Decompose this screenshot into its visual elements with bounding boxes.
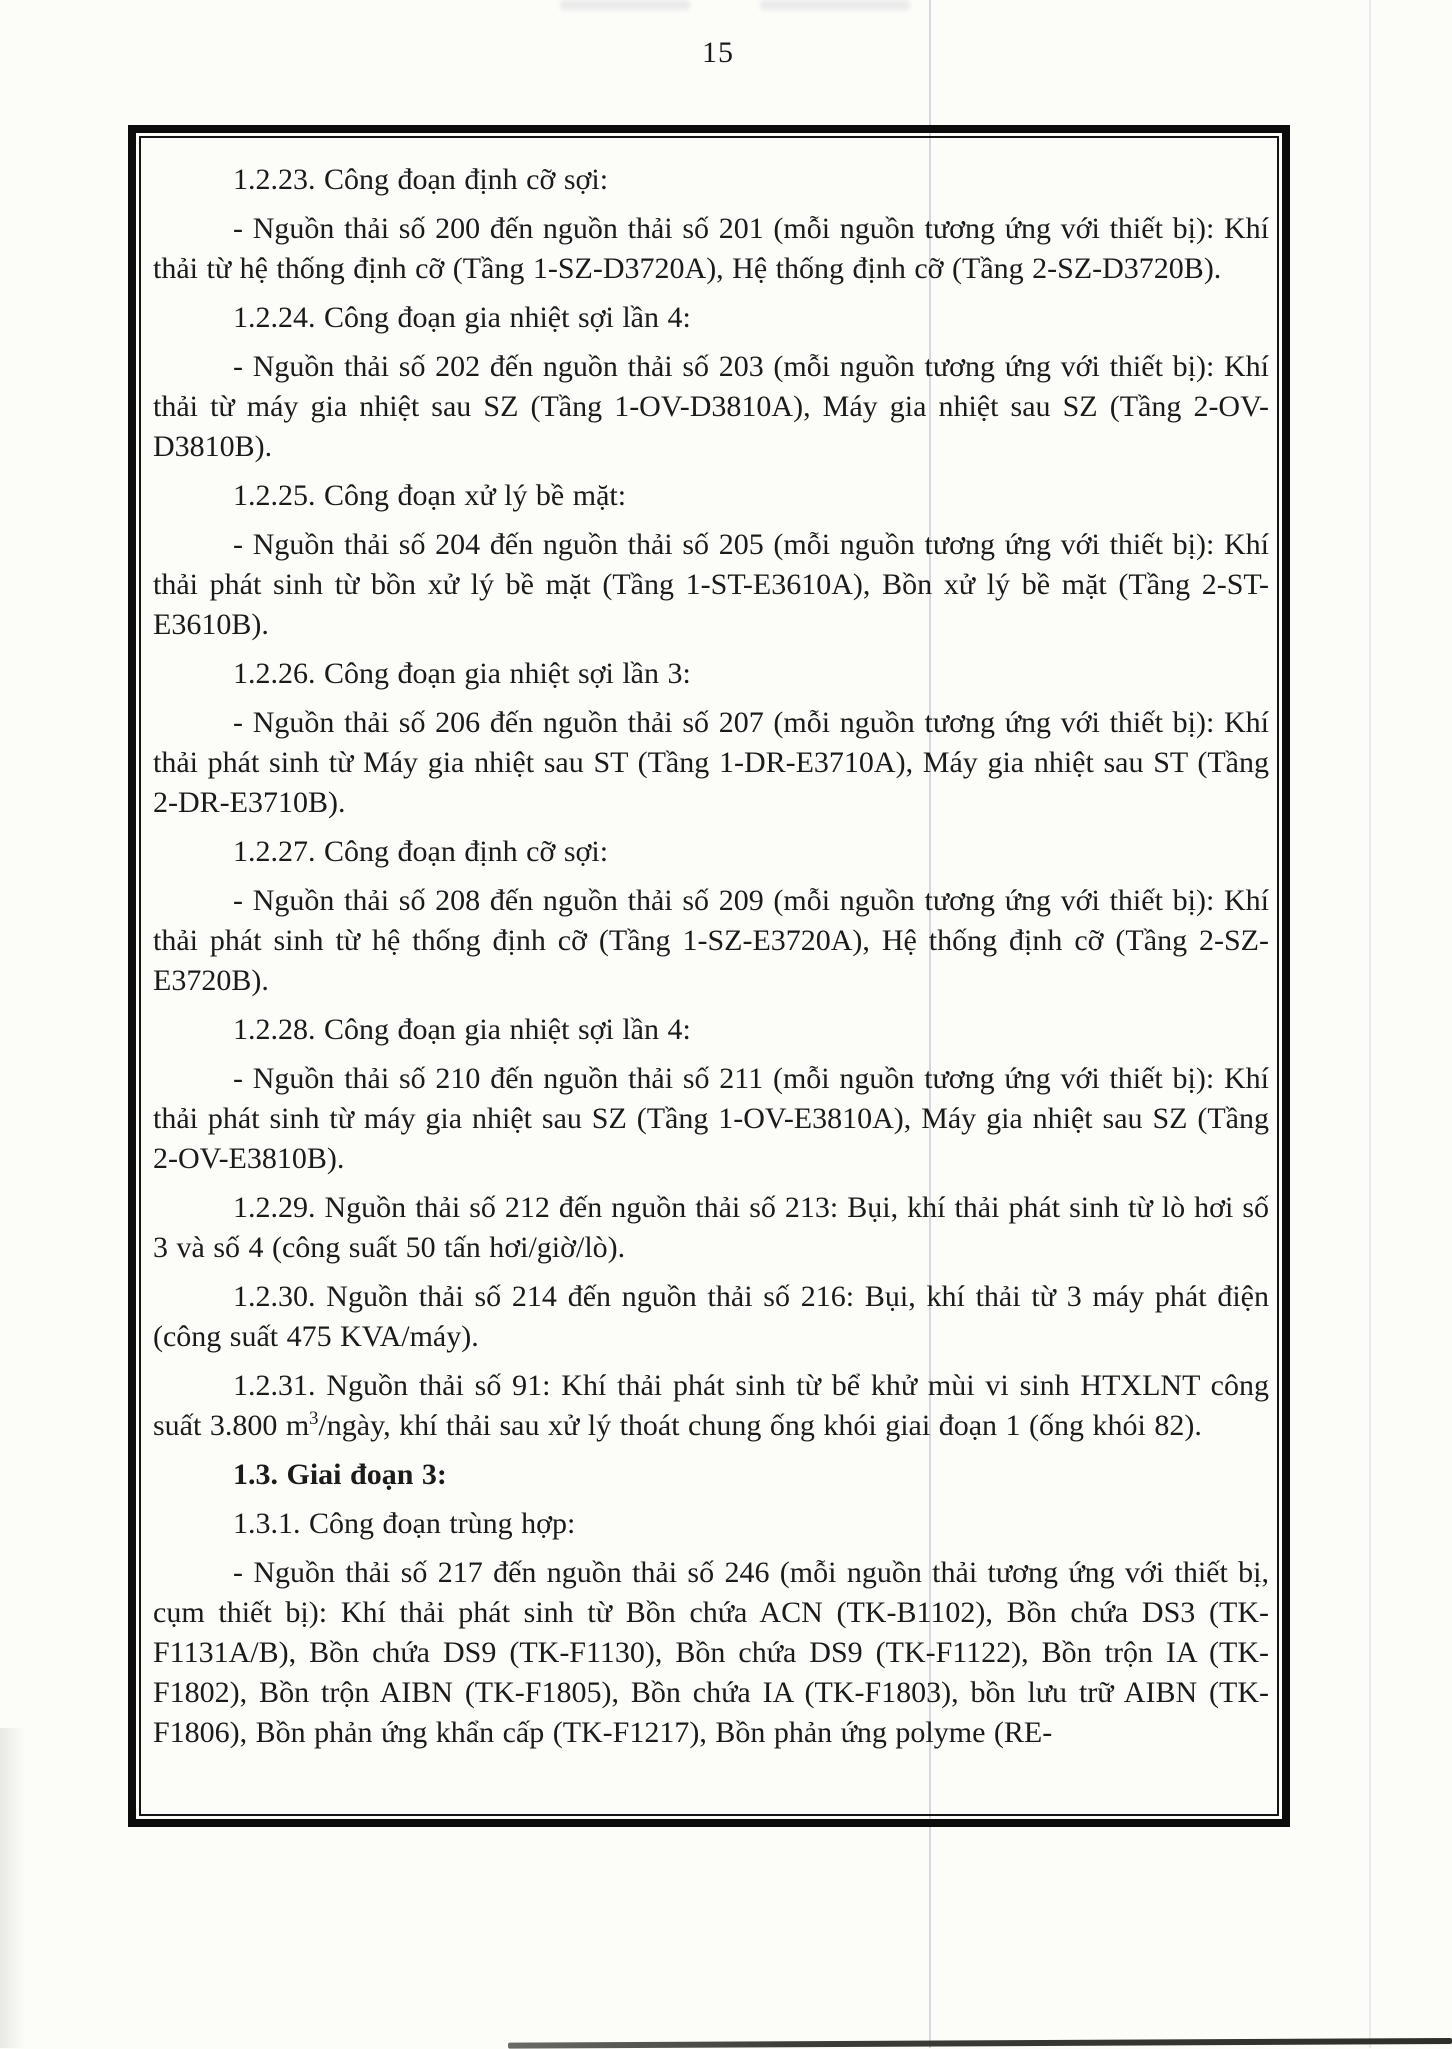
para-sources-202-203: - Nguồn thải số 202 đến nguồn thải số 203 (mỗi nguồn tương ứng với thiết bị): Khí thải từ máy gia nhiệt sau SZ (Tầng 1-OV-D3810A), Máy gia nhiệt sau SZ (Tầng 2-OV-D3810B). (153, 350, 1269, 463)
para-1-2-30-sources-214-216: 1.2.30. Nguồn thải số 214 đến nguồn thải số 216: Bụi, khí thải từ 3 máy phát điện (công suất 475 KVA/máy). (153, 1280, 1269, 1353)
para-1-2-31-text-pre: 1.2.31. Nguồn thải số 91: Khí thải phát sinh từ bể khử mùi vi sinh HTXLNT công suất 3.800 m (153, 1369, 1269, 1442)
para-sources-206-207: - Nguồn thải số 206 đến nguồn thải số 207 (mỗi nguồn tương ứng với thiết bị): Khí thải phát sinh từ Máy gia nhiệt sau ST (Tầng 1-DR-E3710A), Máy gia nhiệt sau ST (Tầng 2-DR-E3710B). (153, 706, 1269, 819)
heading-1-3: 1.3. Giai đoạn 3: (233, 1458, 447, 1491)
superscript-cubic-meter: 3 (309, 1408, 319, 1429)
heading-1-2-26: 1.2.26. Công đoạn gia nhiệt sợi lần 3: (233, 657, 691, 690)
para-sources-208-209: - Nguồn thải số 208 đến nguồn thải số 209 (mỗi nguồn tương ứng với thiết bị): Khí thải phát sinh từ hệ thống định cỡ (Tầng 1-SZ-E3720A), Hệ thống định cỡ (Tầng 2-SZ-E3720B). (153, 884, 1269, 997)
paper-fold-line-right (1369, 0, 1371, 2048)
para-sources-217-246: - Nguồn thải số 217 đến nguồn thải số 246 (mỗi nguồn thải tương ứng với thiết bị, cụm thiết bị): Khí thải phát sinh từ Bồn chứa ACN (TK-B1102), Bồn chứa DS3 (TK-F1131A/B), Bồn chứa DS9 (TK-F1130), Bồn chứa DS9 (TK-F1122), Bồn trộn IA (TK-F1802), Bồn trộn AIBN (TK-F1805), Bồn chứa IA (TK-F1803), bồn lưu trữ AIBN (TK-F1806), Bồn phản ứng khẩn cấp (TK-F1217), Bồn phản ứng polyme (RE- (153, 1556, 1269, 1749)
para-sources-210-211: - Nguồn thải số 210 đến nguồn thải số 211 (mỗi nguồn tương ứng với thiết bị): Khí thải phát sinh từ máy gia nhiệt sau SZ (Tầng 1-OV-E3810A), Máy gia nhiệt sau SZ (Tầng 2-OV-E3810B). (153, 1062, 1269, 1175)
para-sources-200-201: - Nguồn thải số 200 đến nguồn thải số 201 (mỗi nguồn tương ứng với thiết bị): Khí thải từ hệ thống định cỡ (Tầng 1-SZ-D3720A), Hệ thống định cỡ (Tầng 2-SZ-D3720B). (153, 212, 1269, 285)
para-1-2-29-sources-212-213: 1.2.29. Nguồn thải số 212 đến nguồn thải số 213: Bụi, khí thải phát sinh từ lò hơi số 3 và số 4 (công suất 50 tấn hơi/giờ/lò). (153, 1191, 1269, 1264)
content-frame-inner (139, 136, 1279, 1816)
scan-smudge-artifact (560, 0, 690, 10)
heading-1-2-27: 1.2.27. Công đoạn định cỡ sợi: (233, 835, 609, 868)
scan-page-bottom-edge (508, 2038, 1452, 2049)
heading-1-2-24: 1.2.24. Công đoạn gia nhiệt sợi lần 4: (233, 301, 691, 334)
scan-smudge-artifact (760, 0, 910, 10)
para-1-2-31-source-91 (153, 1366, 1269, 1446)
para-sources-204-205: - Nguồn thải số 204 đến nguồn thải số 205 (mỗi nguồn tương ứng với thiết bị): Khí thải phát sinh từ bồn xử lý bề mặt (Tầng 1-ST-E3610A), Bồn xử lý bề mặt (Tầng 2-ST-E3610B). (153, 528, 1269, 641)
heading-1-2-25: 1.2.25. Công đoạn xử lý bề mặt: (233, 479, 627, 512)
content-frame (128, 125, 1290, 1827)
heading-1-2-28: 1.2.28. Công đoạn gia nhiệt sợi lần 4: (233, 1013, 691, 1046)
scan-edge-shade (0, 1728, 26, 2048)
heading-1-3-1: 1.3.1. Công đoạn trùng hợp: (233, 1507, 576, 1540)
heading-1-2-23: 1.2.23. Công đoạn định cỡ sợi: (233, 163, 609, 196)
page-number: 15 (702, 36, 734, 69)
para-1-2-31-text-post: /ngày, khí thải sau xử lý thoát chung ống khói giai đoạn 1 (ống khói 82). (318, 1409, 1202, 1442)
